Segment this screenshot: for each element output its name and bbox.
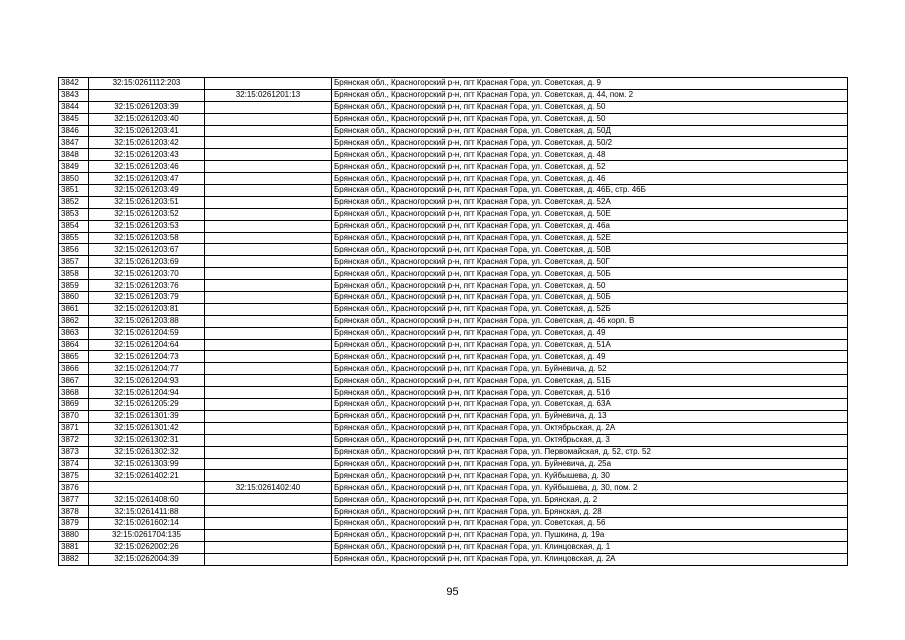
address-cell: Брянская обл., Красногорский р-н, пгт Красная Гора, ул. Пушкина, д. 19а	[332, 529, 848, 541]
address-cell: Брянская обл., Красногорский р-н, пгт Красная Гора, ул. Первомайская, д. 52, стр. 52	[332, 446, 848, 458]
cadastral-number-cell: 32:15:0261402:21	[89, 470, 205, 482]
premises-cadastral-number-cell	[205, 185, 332, 197]
cadastral-number-cell: 32:15:0261302:32	[89, 446, 205, 458]
address-cell: Брянская обл., Красногорский р-н, пгт Красная Гора, ул. Советская, д. 49	[332, 327, 848, 339]
address-cell: Брянская обл., Красногорский р-н, пгт Красная Гора, ул. Брянская, д. 28	[332, 506, 848, 518]
row-number-cell: 3882	[59, 553, 89, 565]
row-number-cell: 3855	[59, 232, 89, 244]
cadastral-number-cell: 32:15:0261301:42	[89, 422, 205, 434]
table-row	[59, 232, 848, 244]
row-number-cell: 3850	[59, 173, 89, 185]
address-cell: Брянская обл., Красногорский р-н, пгт Красная Гора, ул. Советская, д. 51б	[332, 387, 848, 399]
premises-cadastral-number-cell	[205, 303, 332, 315]
address-cell: Брянская обл., Красногорский р-н, пгт Красная Гора, ул. Советская, д. 46Б, стр. 46Б	[332, 185, 848, 197]
address-cell: Брянская обл., Красногорский р-н, пгт Красная Гора, ул. Буйневича, д. 52	[332, 363, 848, 375]
cadastral-number-cell: 32:15:0261411:88	[89, 506, 205, 518]
table-row	[59, 399, 848, 411]
cadastral-number-cell: 32:15:0261203:40	[89, 113, 205, 125]
row-number-cell: 3858	[59, 268, 89, 280]
table-row	[59, 446, 848, 458]
address-cell: Брянская обл., Красногорский р-н, пгт Красная Гора, ул. Клинцовская, д. 2А	[332, 553, 848, 565]
premises-cadastral-number-cell	[205, 149, 332, 161]
premises-cadastral-number-cell	[205, 363, 332, 375]
cadastral-number-cell: 32:15:0261203:69	[89, 256, 205, 268]
row-number-cell: 3868	[59, 387, 89, 399]
address-cell: Брянская обл., Красногорский р-н, пгт Красная Гора, ул. Буйневича, д. 25а	[332, 458, 848, 470]
premises-cadastral-number-cell	[205, 517, 332, 529]
row-number-cell: 3861	[59, 303, 89, 315]
row-number-cell: 3843	[59, 89, 89, 101]
row-number-cell: 3874	[59, 458, 89, 470]
cadastral-number-cell: 32:15:0261203:42	[89, 137, 205, 149]
table-row	[59, 315, 848, 327]
address-cell: Брянская обл., Красногорский р-н, пгт Красная Гора, ул. Октябрьская, д. 2А	[332, 422, 848, 434]
cadastral-number-cell: 32:15:0261203:79	[89, 292, 205, 304]
cadastral-number-cell: 32:15:0261203:70	[89, 268, 205, 280]
premises-cadastral-number-cell	[205, 375, 332, 387]
address-cell: Брянская обл., Красногорский р-н, пгт Красная Гора, ул. Советская, д. 50В	[332, 244, 848, 256]
table-row	[59, 256, 848, 268]
row-number-cell: 3865	[59, 351, 89, 363]
table-row	[59, 363, 848, 375]
table-row	[59, 173, 848, 185]
registry-table	[58, 77, 848, 566]
table-row	[59, 517, 848, 529]
address-cell: Брянская обл., Красногорский р-н, пгт Красная Гора, ул. Советская, д. 9	[332, 78, 848, 90]
premises-cadastral-number-cell	[205, 351, 332, 363]
cadastral-number-cell: 32:15:0262002:26	[89, 541, 205, 553]
row-number-cell: 3875	[59, 470, 89, 482]
address-cell: Брянская обл., Красногорский р-н, пгт Красная Гора, ул. Советская, д. 50Б	[332, 292, 848, 304]
premises-cadastral-number-cell	[205, 137, 332, 149]
row-number-cell: 3853	[59, 208, 89, 220]
row-number-cell: 3845	[59, 113, 89, 125]
cadastral-number-cell: 32:15:0261203:43	[89, 149, 205, 161]
table-row	[59, 303, 848, 315]
address-cell: Брянская обл., Красногорский р-н, пгт Красная Гора, ул. Советская, д. 50Г	[332, 256, 848, 268]
cadastral-number-cell: 32:15:0261302:31	[89, 434, 205, 446]
address-cell: Брянская обл., Красногорский р-н, пгт Красная Гора, ул. Советская, д. 50Д	[332, 125, 848, 137]
row-number-cell: 3877	[59, 494, 89, 506]
premises-cadastral-number-cell	[205, 327, 332, 339]
premises-cadastral-number-cell	[205, 232, 332, 244]
row-number-cell: 3849	[59, 161, 89, 173]
table-row	[59, 339, 848, 351]
address-cell: Брянская обл., Красногорский р-н, пгт Красная Гора, ул. Советская, д. 44, пом. 2	[332, 89, 848, 101]
premises-cadastral-number-cell	[205, 125, 332, 137]
table-row	[59, 244, 848, 256]
premises-cadastral-number-cell: 32:15:0261402:40	[205, 482, 332, 494]
cadastral-number-cell: 32:15:0261203:39	[89, 101, 205, 113]
table-row	[59, 137, 848, 149]
cadastral-number-cell: 32:15:0261203:51	[89, 196, 205, 208]
row-number-cell: 3881	[59, 541, 89, 553]
premises-cadastral-number-cell	[205, 553, 332, 565]
address-cell: Брянская обл., Красногорский р-н, пгт Красная Гора, ул. Советская, д. 46а	[332, 220, 848, 232]
table-row	[59, 280, 848, 292]
row-number-cell: 3848	[59, 149, 89, 161]
row-number-cell: 3852	[59, 196, 89, 208]
premises-cadastral-number-cell	[205, 292, 332, 304]
premises-cadastral-number-cell	[205, 541, 332, 553]
cadastral-number-cell: 32:15:0261203:88	[89, 315, 205, 327]
cadastral-number-cell: 32:15:0261203:46	[89, 161, 205, 173]
premises-cadastral-number-cell	[205, 268, 332, 280]
cadastral-number-cell: 32:15:0261204:77	[89, 363, 205, 375]
table-row	[59, 185, 848, 197]
premises-cadastral-number-cell	[205, 256, 332, 268]
row-number-cell: 3879	[59, 517, 89, 529]
cadastral-number-cell: 32:15:0261408:60	[89, 494, 205, 506]
row-number-cell: 3872	[59, 434, 89, 446]
address-cell: Брянская обл., Красногорский р-н, пгт Красная Гора, ул. Буйневича, д. 13	[332, 410, 848, 422]
row-number-cell: 3878	[59, 506, 89, 518]
premises-cadastral-number-cell	[205, 339, 332, 351]
address-cell: Брянская обл., Красногорский р-н, пгт Красная Гора, ул. Советская, д. 50	[332, 280, 848, 292]
cadastral-number-cell: 32:15:0261203:81	[89, 303, 205, 315]
row-number-cell: 3862	[59, 315, 89, 327]
table-row	[59, 220, 848, 232]
cadastral-number-cell: 32:15:0261203:53	[89, 220, 205, 232]
row-number-cell: 3847	[59, 137, 89, 149]
premises-cadastral-number-cell	[205, 113, 332, 125]
premises-cadastral-number-cell	[205, 101, 332, 113]
address-cell: Брянская обл., Красногорский р-н, пгт Красная Гора, ул. Советская, д. 56	[332, 517, 848, 529]
row-number-cell: 3844	[59, 101, 89, 113]
row-number-cell: 3854	[59, 220, 89, 232]
premises-cadastral-number-cell	[205, 244, 332, 256]
premises-cadastral-number-cell	[205, 434, 332, 446]
table-row	[59, 196, 848, 208]
table-row	[59, 541, 848, 553]
cadastral-number-cell	[89, 89, 205, 101]
row-number-cell: 3870	[59, 410, 89, 422]
cadastral-number-cell: 32:15:0261602:14	[89, 517, 205, 529]
address-cell: Брянская обл., Красногорский р-н, пгт Красная Гора, ул. Брянская, д. 2	[332, 494, 848, 506]
row-number-cell: 3851	[59, 185, 89, 197]
cadastral-number-cell: 32:15:0261203:52	[89, 208, 205, 220]
table-row	[59, 553, 848, 565]
cadastral-number-cell: 32:15:0261204:94	[89, 387, 205, 399]
row-number-cell: 3846	[59, 125, 89, 137]
cadastral-number-cell: 32:15:0261203:47	[89, 173, 205, 185]
premises-cadastral-number-cell	[205, 161, 332, 173]
cadastral-number-cell: 32:15:0261205:29	[89, 399, 205, 411]
table-row	[59, 410, 848, 422]
address-cell: Брянская обл., Красногорский р-н, пгт Красная Гора, ул. Советская, д. 50	[332, 113, 848, 125]
row-number-cell: 3842	[59, 78, 89, 90]
address-cell: Брянская обл., Красногорский р-н, пгт Красная Гора, ул. Советская, д. 50Е	[332, 208, 848, 220]
table-row	[59, 208, 848, 220]
table-row	[59, 101, 848, 113]
row-number-cell: 3864	[59, 339, 89, 351]
table-row	[59, 387, 848, 399]
table-row	[59, 125, 848, 137]
address-cell: Брянская обл., Красногорский р-н, пгт Красная Гора, ул. Куйбышева, д. 30, пом. 2	[332, 482, 848, 494]
premises-cadastral-number-cell	[205, 315, 332, 327]
table-row	[59, 327, 848, 339]
table-row	[59, 529, 848, 541]
table-row	[59, 458, 848, 470]
premises-cadastral-number-cell	[205, 78, 332, 90]
table-row	[59, 351, 848, 363]
row-number-cell: 3863	[59, 327, 89, 339]
cadastral-number-cell: 32:15:0261203:76	[89, 280, 205, 292]
premises-cadastral-number-cell	[205, 494, 332, 506]
address-cell: Брянская обл., Красногорский р-н, пгт Красная Гора, ул. Советская, д. 52	[332, 161, 848, 173]
cadastral-number-cell: 32:15:0261203:67	[89, 244, 205, 256]
premises-cadastral-number-cell	[205, 410, 332, 422]
premises-cadastral-number-cell	[205, 220, 332, 232]
address-cell: Брянская обл., Красногорский р-н, пгт Красная Гора, ул. Советская, д. 46 корп. В	[332, 315, 848, 327]
table-row	[59, 292, 848, 304]
registry-table-body	[59, 78, 848, 566]
cadastral-number-cell: 32:15:0261204:64	[89, 339, 205, 351]
page-number: 95	[446, 586, 459, 598]
cadastral-number-cell: 32:15:0261203:49	[89, 185, 205, 197]
table-row	[59, 149, 848, 161]
address-cell: Брянская обл., Красногорский р-н, пгт Красная Гора, ул. Советская, д. 50Б	[332, 268, 848, 280]
premises-cadastral-number-cell	[205, 387, 332, 399]
premises-cadastral-number-cell	[205, 506, 332, 518]
table-row	[59, 470, 848, 482]
table-row	[59, 89, 848, 101]
address-cell: Брянская обл., Красногорский р-н, пгт Красная Гора, ул. Куйбышева, д. 30	[332, 470, 848, 482]
address-cell: Брянская обл., Красногорский р-н, пгт Красная Гора, ул. Советская, д. 52А	[332, 196, 848, 208]
table-row	[59, 375, 848, 387]
row-number-cell: 3857	[59, 256, 89, 268]
table-row	[59, 482, 848, 494]
row-number-cell: 3871	[59, 422, 89, 434]
table-row	[59, 506, 848, 518]
cadastral-number-cell: 32:15:0262004:39	[89, 553, 205, 565]
cadastral-number-cell: 32:15:0261203:58	[89, 232, 205, 244]
address-cell: Брянская обл., Красногорский р-н, пгт Красная Гора, ул. Советская, д. 50	[332, 101, 848, 113]
table-row	[59, 161, 848, 173]
row-number-cell: 3867	[59, 375, 89, 387]
cadastral-number-cell: 32:15:0261303:99	[89, 458, 205, 470]
premises-cadastral-number-cell: 32:15:0261201:13	[205, 89, 332, 101]
address-cell: Брянская обл., Красногорский р-н, пгт Красная Гора, ул. Советская, д. 52Б	[332, 303, 848, 315]
cadastral-number-cell: 32:15:0261301:39	[89, 410, 205, 422]
premises-cadastral-number-cell	[205, 446, 332, 458]
address-cell: Брянская обл., Красногорский р-н, пгт Красная Гора, ул. Советская, д. 51Б	[332, 375, 848, 387]
table-row	[59, 422, 848, 434]
cadastral-number-cell: 32:15:0261112:203	[89, 78, 205, 90]
row-number-cell: 3866	[59, 363, 89, 375]
address-cell: Брянская обл., Красногорский р-н, пгт Красная Гора, ул. Советская, д. 51А	[332, 339, 848, 351]
premises-cadastral-number-cell	[205, 458, 332, 470]
table-row	[59, 268, 848, 280]
table-row	[59, 113, 848, 125]
address-cell: Брянская обл., Красногорский р-н, пгт Красная Гора, ул. Советская, д. 49	[332, 351, 848, 363]
table-row	[59, 434, 848, 446]
row-number-cell: 3859	[59, 280, 89, 292]
premises-cadastral-number-cell	[205, 422, 332, 434]
cadastral-number-cell: 32:15:0261204:59	[89, 327, 205, 339]
cadastral-number-cell: 32:15:0261204:93	[89, 375, 205, 387]
cadastral-number-cell	[89, 482, 205, 494]
row-number-cell: 3856	[59, 244, 89, 256]
premises-cadastral-number-cell	[205, 196, 332, 208]
premises-cadastral-number-cell	[205, 280, 332, 292]
table-row	[59, 494, 848, 506]
address-cell: Брянская обл., Красногорский р-н, пгт Красная Гора, ул. Октябрьская, д. 3	[332, 434, 848, 446]
row-number-cell: 3873	[59, 446, 89, 458]
cadastral-number-cell: 32:15:0261204:73	[89, 351, 205, 363]
premises-cadastral-number-cell	[205, 470, 332, 482]
row-number-cell: 3860	[59, 292, 89, 304]
premises-cadastral-number-cell	[205, 173, 332, 185]
address-cell: Брянская обл., Красногорский р-н, пгт Красная Гора, ул. Клинцовская, д. 1	[332, 541, 848, 553]
premises-cadastral-number-cell	[205, 208, 332, 220]
premises-cadastral-number-cell	[205, 529, 332, 541]
premises-cadastral-number-cell	[205, 399, 332, 411]
address-cell: Брянская обл., Красногорский р-н, пгт Красная Гора, ул. Советская, д. 52Е	[332, 232, 848, 244]
row-number-cell: 3876	[59, 482, 89, 494]
address-cell: Брянская обл., Красногорский р-н, пгт Красная Гора, ул. Советская, д. 63А	[332, 399, 848, 411]
address-cell: Брянская обл., Красногорский р-н, пгт Красная Гора, ул. Советская, д. 50/2	[332, 137, 848, 149]
cadastral-number-cell: 32:15:0261203:41	[89, 125, 205, 137]
row-number-cell: 3880	[59, 529, 89, 541]
address-cell: Брянская обл., Красногорский р-н, пгт Красная Гора, ул. Советская, д. 46	[332, 173, 848, 185]
cadastral-number-cell: 32:15:0261704:135	[89, 529, 205, 541]
address-cell: Брянская обл., Красногорский р-н, пгт Красная Гора, ул. Советская, д. 48	[332, 149, 848, 161]
row-number-cell: 3869	[59, 399, 89, 411]
table-row	[59, 78, 848, 90]
